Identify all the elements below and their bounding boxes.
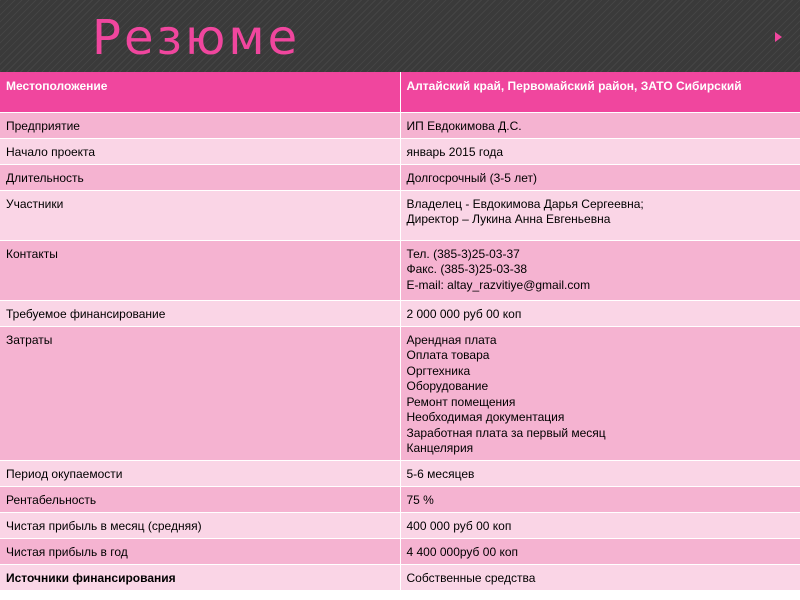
- value-line: Тел. (385-3)25-03-37: [406, 246, 520, 261]
- row-value: январь 2015 года: [400, 138, 800, 164]
- value-line: Арендная плата: [406, 332, 497, 347]
- table-row: [0, 112, 800, 138]
- value-line: Канцелярия: [406, 441, 474, 455]
- table-row: [0, 538, 800, 564]
- location-value: Алтайский край, Первомайский район, ЗАТО Сибирский: [400, 72, 800, 112]
- row-value: [400, 240, 800, 300]
- row-label: Затраты: [0, 326, 400, 460]
- row-value: Долгосрочный (3-5 лет): [400, 164, 800, 190]
- table-row: [0, 460, 800, 486]
- row-value: Собственные средства: [400, 564, 800, 590]
- title-bar: [0, 0, 800, 72]
- row-label: Рентабельность: [0, 486, 400, 512]
- row-label: Начало проекта: [0, 138, 400, 164]
- table-row: [0, 486, 800, 512]
- row-label: Источники финансирования: [0, 564, 400, 590]
- value-line: Владелец - Евдокимова Дарья Сергеевна;: [406, 196, 644, 211]
- row-label: Длительность: [0, 164, 400, 190]
- table-row: [0, 564, 800, 590]
- row-value: 400 000 руб 00 коп: [400, 512, 800, 538]
- value-line: Оргтехника: [406, 363, 471, 378]
- slide-title: Резюме: [92, 10, 301, 66]
- row-value: 4 400 000руб 00 коп: [400, 538, 800, 564]
- row-label: Период окупаемости: [0, 460, 400, 486]
- row-label: Чистая прибыль в месяц (средняя): [0, 512, 400, 538]
- location-label: Местоположение: [0, 72, 400, 112]
- row-value: [400, 326, 800, 460]
- table-row: [0, 138, 800, 164]
- value-line: Ремонт помещения: [406, 394, 516, 409]
- resume-table: [0, 72, 800, 591]
- value-line: E-mail: altay_razvitiye@gmail.com: [406, 277, 591, 292]
- value-line: Директор – Лукина Анна Евгеньевна: [406, 212, 611, 226]
- table-row: [0, 240, 800, 300]
- value-line: Заработная плата за первый месяц: [406, 425, 606, 440]
- arrow-right-icon: [775, 32, 782, 42]
- table-row: [0, 190, 800, 240]
- row-value: 75 %: [400, 486, 800, 512]
- value-line: Оборудование: [406, 379, 489, 393]
- value-line: Оплата товара: [406, 348, 490, 362]
- row-value: [400, 190, 800, 240]
- table-header-row: [0, 72, 800, 112]
- row-label: Участники: [0, 190, 400, 240]
- table-row: [0, 512, 800, 538]
- row-label: Чистая прибыль в год: [0, 538, 400, 564]
- table-row: [0, 164, 800, 190]
- row-value: 5-6 месяцев: [400, 460, 800, 486]
- row-label: Требуемое финансирование: [0, 300, 400, 326]
- value-line: Необходимая документация: [406, 410, 565, 424]
- table-row: [0, 326, 800, 460]
- row-label: Предприятие: [0, 112, 400, 138]
- value-line: Факс. (385-3)25-03-38: [406, 262, 528, 276]
- table-row: [0, 300, 800, 326]
- row-label: Контакты: [0, 240, 400, 300]
- row-value: 2 000 000 руб 00 коп: [400, 300, 800, 326]
- row-value: ИП Евдокимова Д.С.: [400, 112, 800, 138]
